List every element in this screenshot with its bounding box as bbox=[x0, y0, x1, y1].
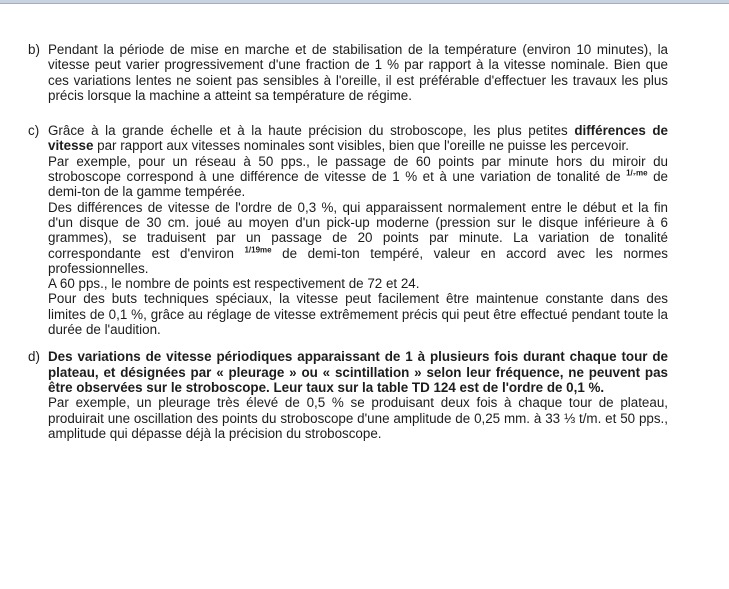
section-c-paragraph-5: Pour des buts techniques spéciaux, la vitesse peut facilement être maintenue constante dans des limites de 0,1 %, grâce au réglage de vitesse extrêmement précis qui peut être effectué pendant toute la durée de l'audition. bbox=[48, 291, 668, 338]
top-border bbox=[0, 0, 729, 4]
section-b bbox=[28, 42, 668, 103]
section-c-p2-fraction: 1/₇me bbox=[626, 168, 648, 178]
section-c-paragraph-1 bbox=[48, 123, 668, 154]
section-c-p3-text-a: Des différences de vitesse de l'ordre de 0,3 %, qui apparaissent normalement entre le début et la fin d'un disque de 30 cm. joué au moyen d'un pick-up moderne (pression sur le disque inférieure à 6 grammes), se traduisent par un passage de 20 points par minute. La variation de tonalité correspondante est d'environ bbox=[48, 199, 668, 261]
section-c-rest-text: par rapport aux vitesses nominales sont visibles, bien que l'oreille ne puisse les percevoir. bbox=[93, 138, 629, 154]
section-c-p3-text-b: de demi-ton tempéré, valeur en accord avec les normes professionnelles. bbox=[48, 245, 668, 276]
section-c-marker: c) bbox=[28, 123, 40, 139]
section-c-p2-text-b: de demi-ton de la gamme tempérée. bbox=[48, 169, 668, 200]
section-d-marker: d) bbox=[28, 349, 40, 365]
section-c-p3-fraction: 1/19me bbox=[244, 245, 272, 255]
section-b-paragraph: Pendant la période de mise en marche et de stabilisation de la température (environ 10 minutes), la vitesse peut varier progressivement d'une fraction de 1 % par rapport à la vitesse nominale. Bien que ces variations lentes ne soient pas sensibles à l'oreille, il est préférable d'effectuer les travaux les plus précis lorsque la machine a atteint sa température de régime. bbox=[48, 42, 668, 103]
document-page bbox=[28, 42, 668, 441]
section-c-paragraph-4: A 60 pps., le nombre de points est respectivement de 72 et 24. bbox=[48, 276, 420, 292]
section-c-p2-text-a: Par exemple, pour un réseau à 50 pps., le passage de 60 points par minute hors du miroir du stroboscope correspond à une différence de vitesse de 1 % et à une variation de tonalité de bbox=[48, 153, 668, 185]
section-c-bold-text: différences de vitesse bbox=[48, 123, 669, 154]
section-c-paragraph-3 bbox=[48, 200, 668, 276]
section-c-intro-text: Grâce à la grande échelle et à la haute précision du stroboscope, les plus petites bbox=[48, 123, 575, 139]
section-b-marker: b) bbox=[28, 42, 40, 57]
section-c bbox=[28, 123, 668, 337]
section-c-paragraph-2 bbox=[48, 154, 668, 200]
section-d-paragraph-2: Par exemple, un pleurage très élevé de 0,5 % se produisant deux fois à chaque tour de plateau, produirait une oscillation des points du stroboscope d'une amplitude de 0,25 mm. à 33 ⅓ t/m. et 50 pps., amplitude qui dépasse déjà la précision du stroboscope. bbox=[48, 395, 668, 441]
section-d bbox=[28, 349, 668, 441]
section-d-bold-paragraph: Des variations de vitesse périodiques apparaissant de 1 à plusieurs fois durant chaque tour de plateau, et désignées par « pleurage » ou « scintillation » selon leur fréquence, ne peuvent pas être observées sur le stroboscope. Leur taux sur la table TD 124 est de l'ordre de 0,1 %. bbox=[48, 349, 668, 395]
